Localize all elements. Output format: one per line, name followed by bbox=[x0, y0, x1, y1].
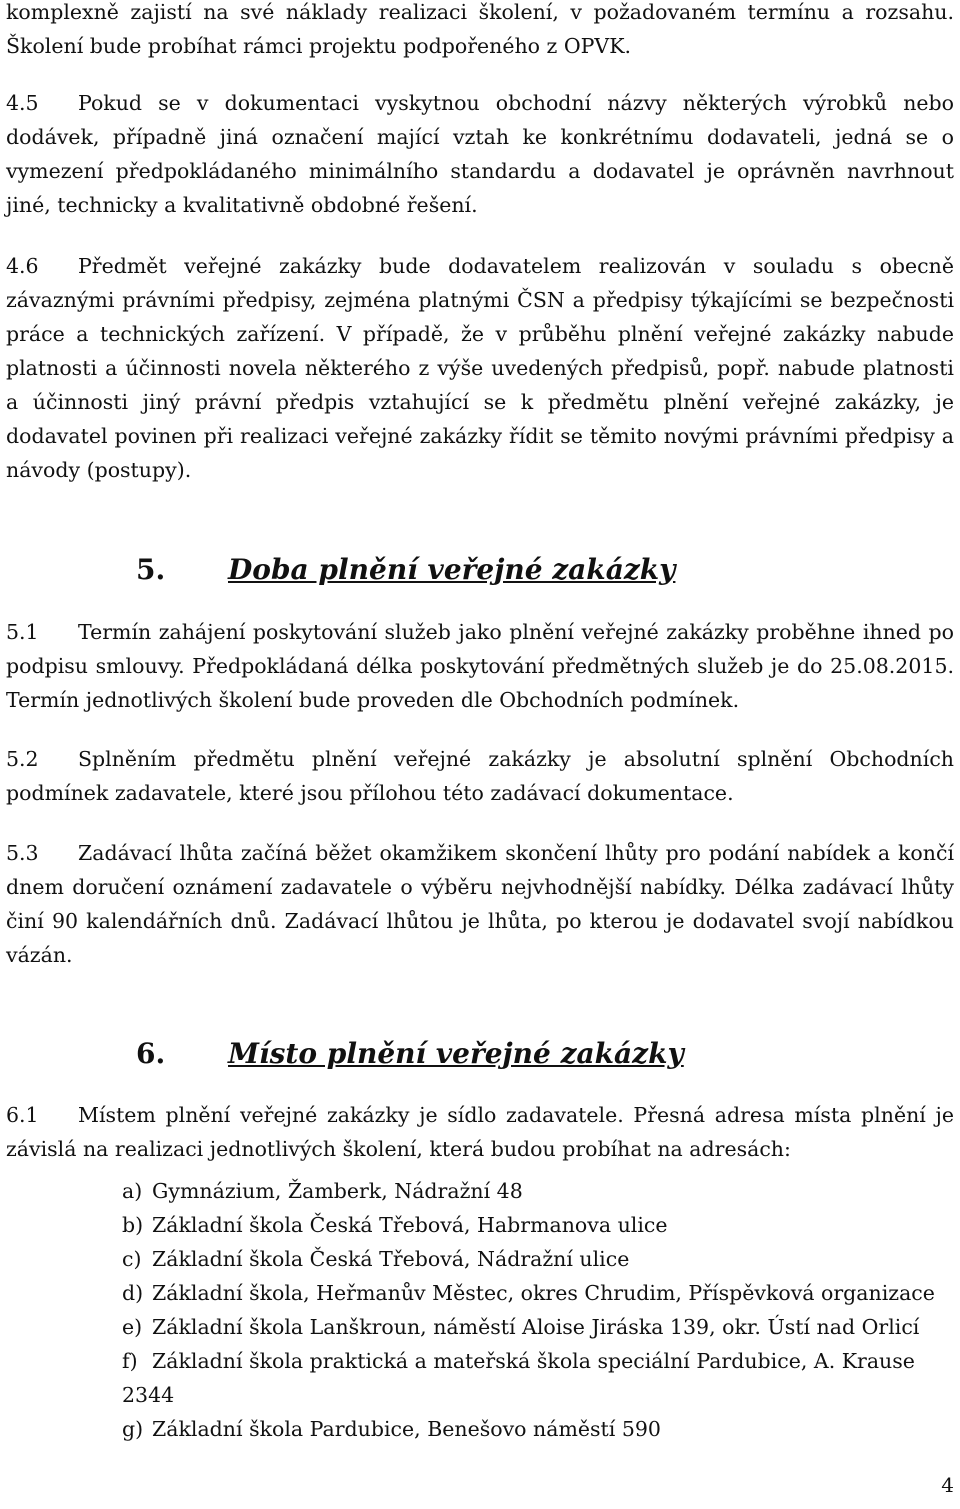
list-item bbox=[122, 1174, 958, 1208]
list-item bbox=[122, 1242, 958, 1276]
list-item-text: Gymnázium, Žamberk, Nádražní 48 bbox=[152, 1179, 523, 1203]
paragraph-number: 6.1 bbox=[6, 1103, 39, 1127]
list-letter: a) bbox=[122, 1179, 143, 1203]
list-letter: g) bbox=[122, 1417, 144, 1441]
section-number: 5. bbox=[136, 553, 166, 586]
section-title: Místo plnění veřejné zakázky bbox=[228, 1037, 684, 1070]
intro-text: komplexně zajistí na své náklady realizaci školení, v požadovaném termínu a rozsahu. Školení bude probíhat rámci projektu podpořeného z OPVK. bbox=[6, 0, 954, 58]
list-item-text: Základní škola Pardubice, Benešovo náměstí 590 bbox=[152, 1417, 661, 1441]
paragraph-text: Termín zahájení poskytování služeb jako plnění veřejné zakázky proběhne ihned po podpisu smlouvy. Předpokládaná délka poskytování předmětných služeb je do 25.08.2015. Termín jednotlivých školení bude proveden dle Obchodních podmínek. bbox=[6, 620, 954, 712]
paragraph-number: 5.3 bbox=[6, 841, 39, 865]
list-item bbox=[122, 1276, 958, 1310]
paragraph-text: Zadávací lhůta začíná běžet okamžikem skončení lhůty pro podání nabídek a končí dnem doručení oznámení zadavatele o výběru nejvhodnější nabídky. Délka zadávací lhůty činí 90 kalendářních dnů. Zadávací lhůtou je lhůta, po kterou je dodavatel svojí nabídkou vázán. bbox=[6, 841, 954, 967]
list-item-text: Základní škola Česká Třebová, Habrmanova ulice bbox=[152, 1213, 668, 1237]
list-letter: b) bbox=[122, 1213, 144, 1237]
paragraph-text: Splněním předmětu plnění veřejné zakázky je absolutní splnění Obchodních podmínek zadavatele, které jsou přílohou této zadávací dokumentace. bbox=[6, 747, 954, 805]
list-letter: c) bbox=[122, 1247, 142, 1271]
paragraph-5-3 bbox=[6, 836, 954, 972]
paragraph-4-6 bbox=[6, 249, 954, 487]
page-number: 4 bbox=[941, 1473, 954, 1497]
paragraph-5-1 bbox=[6, 615, 954, 717]
section-title: Doba plnění veřejné zakázky bbox=[228, 553, 676, 586]
paragraph-5-2 bbox=[6, 742, 954, 810]
list-letter: e) bbox=[122, 1315, 143, 1339]
paragraph-number: 5.1 bbox=[6, 620, 39, 644]
list-item bbox=[122, 1208, 958, 1242]
section-number: 6. bbox=[136, 1037, 166, 1070]
section-heading-6 bbox=[136, 1037, 684, 1070]
list-item bbox=[122, 1344, 958, 1412]
list-item bbox=[122, 1310, 958, 1344]
list-letter: d) bbox=[122, 1281, 144, 1305]
list-item-text: Základní škola Lanškroun, náměstí Aloise Jiráska 139, okr. Ústí nad Orlicí bbox=[152, 1315, 920, 1339]
list-item bbox=[122, 1412, 958, 1446]
paragraph-4-5 bbox=[6, 86, 954, 222]
list-letter: f) bbox=[122, 1349, 138, 1373]
address-list bbox=[122, 1174, 958, 1446]
paragraph-text: Místem plnění veřejné zakázky je sídlo zadavatele. Přesná adresa místa plnění je závislá na realizaci jednotlivých školení, která budou probíhat na adresách: bbox=[6, 1103, 954, 1161]
list-item-text: Základní škola, Heřmanův Městec, okres Chrudim, Příspěvková organizace bbox=[152, 1281, 935, 1305]
paragraph-number: 4.6 bbox=[6, 254, 39, 278]
paragraph-number: 5.2 bbox=[6, 747, 39, 771]
paragraph-text: Předmět veřejné zakázky bude dodavatelem realizován v souladu s obecně závaznými právními předpisy, zejména platnými ČSN a předpisy týkajícími se bezpečnosti práce a technických zařízení. V případě, že v průběhu plnění veřejné zakázky nabude platnosti a účinnosti novela některého z výše uvedených předpisů, popř. nabude platnosti a účinnosti jiný právní předpis vztahující se k předmětu plnění veřejné zakázky, je dodavatel povinen při realizaci veřejné zakázky řídit se těmito novými právními předpisy a návody (postupy). bbox=[6, 254, 954, 482]
paragraph-number: 4.5 bbox=[6, 91, 39, 115]
section-heading-5 bbox=[136, 553, 675, 586]
intro-paragraph bbox=[6, 0, 954, 63]
list-item-text: Základní škola Česká Třebová, Nádražní ulice bbox=[152, 1247, 630, 1271]
list-item-text: Základní škola praktická a mateřská škola speciální Pardubice, A. Krause 2344 bbox=[122, 1349, 915, 1407]
paragraph-6-1 bbox=[6, 1098, 954, 1166]
paragraph-text: Pokud se v dokumentaci vyskytnou obchodní názvy některých výrobků nebo dodávek, případně jiná označení mající vztah ke konkrétnímu dodavateli, jedná se o vymezení předpokládaného minimálního standardu a dodavatel je oprávněn navrhnout jiné, technicky a kvalitativně obdobné řešení. bbox=[6, 91, 954, 217]
